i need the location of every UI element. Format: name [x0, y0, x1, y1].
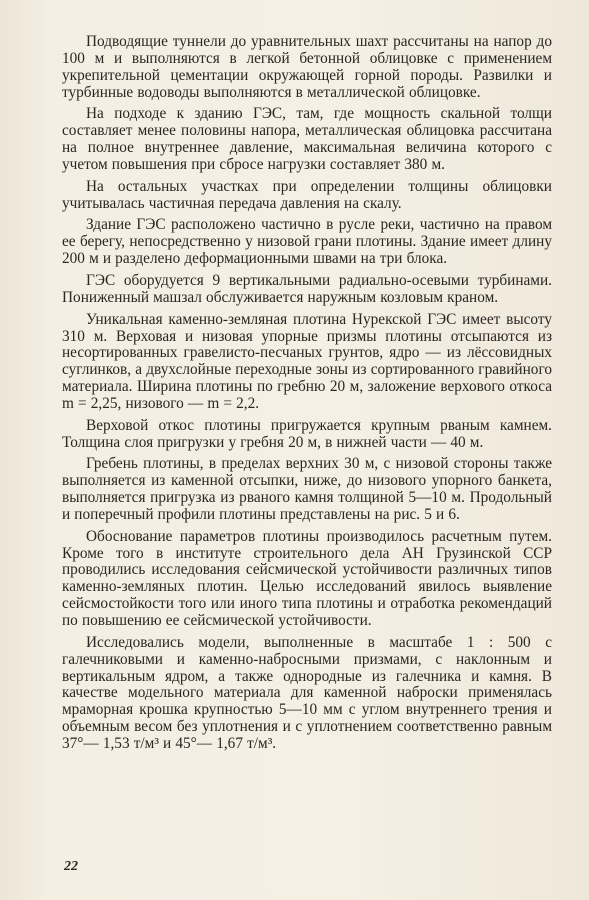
- paragraph-9: Обоснование параметров плотины производилось расчетным путем. Кроме того в институте строительного дела АН Грузинской ССР проводились исследования сейсмической устойчивости различных типов каменно-земляных плотин. Целью исследований явилось выявление сейсмостойкости того или иного типа плотины и отработка рекомендаций по повышению ее сейсмической устойчивости.: [62, 527, 552, 629]
- paragraph-7: Верховой откос плотины пригружается крупным рваным камнем. Толщина слоя пригрузки у гребня 20 м, в нижней части — 40 м.: [62, 416, 552, 451]
- body-text: [62, 34, 552, 758]
- paragraph-6: Уникальная каменно-земляная плотина Нурекской ГЭС имеет высоту 310 м. Верховая и низовая упорные призмы плотины отсыпаются из несортированных гравелисто-песчаных грунтов, ядро — из лёссовидных суглинков, а двухслойные переходные зоны из сортированного гравийного материала. Ширина плотины по гребню 20 м, заложение верхового откоса m = 2,25, низового — m = 2,2.: [62, 310, 552, 412]
- paragraph-10: Исследовались модели, выполненные в масштабе 1 : 500 с галечниковыми и каменно-набросными призмами, с наклонным и вертикальным ядром, а также однородные из галечника и камня. В качестве модельного материала для каменной наброски применялась мраморная крошка крупностью 5—10 мм с углом внутреннего трения и объемным весом без уплотнения и с уплотнением соответственно равным 37°— 1,53 т/м³ и 45°— 1,67 т/м³.: [62, 633, 552, 752]
- paragraph-8: Гребень плотины, в пределах верхних 30 м, с низовой стороны также выполняется из каменной отсыпки, ниже, до низового упорного банкета, выполняется пригрузка из рваного камня толщиной 5—10 м. Продольный и поперечный профили плотины представлены на рис. 5 и 6.: [62, 455, 552, 523]
- paragraph-4: Здание ГЭС расположено частично в русле реки, частично на правом ее берегу, непосредственно у низовой грани плотины. Здание имеет длину 200 м и разделено деформационными швами на три блока.: [62, 216, 552, 268]
- paragraph-3: На остальных участках при определении толщины облицовки учитывалась частичная передача давления на скалу.: [62, 177, 552, 212]
- paragraph-1: Подводящие туннели до уравнительных шахт рассчитаны на напор до 100 м и выполняются в легкой бетонной облицовке с применением укрепительной цементации окружающей горной породы. Развилки и турбинные водоводы выполняются в металлической облицовке.: [62, 33, 552, 101]
- paragraph-5: ГЭС оборудуется 9 вертикальными радиально-осевыми турбинами. Пониженный машзал обслуживается наружным козловым краном.: [62, 271, 552, 306]
- paragraph-2: На подходе к зданию ГЭС, там, где мощность скальной толщи составляет менее половины напора, металлическая облицовка рассчитана на полное внутреннее давление, максимальная величина которого с учетом повышения при сбросе нагрузки составляет 380 м.: [62, 105, 552, 173]
- page-number: 22: [64, 859, 78, 874]
